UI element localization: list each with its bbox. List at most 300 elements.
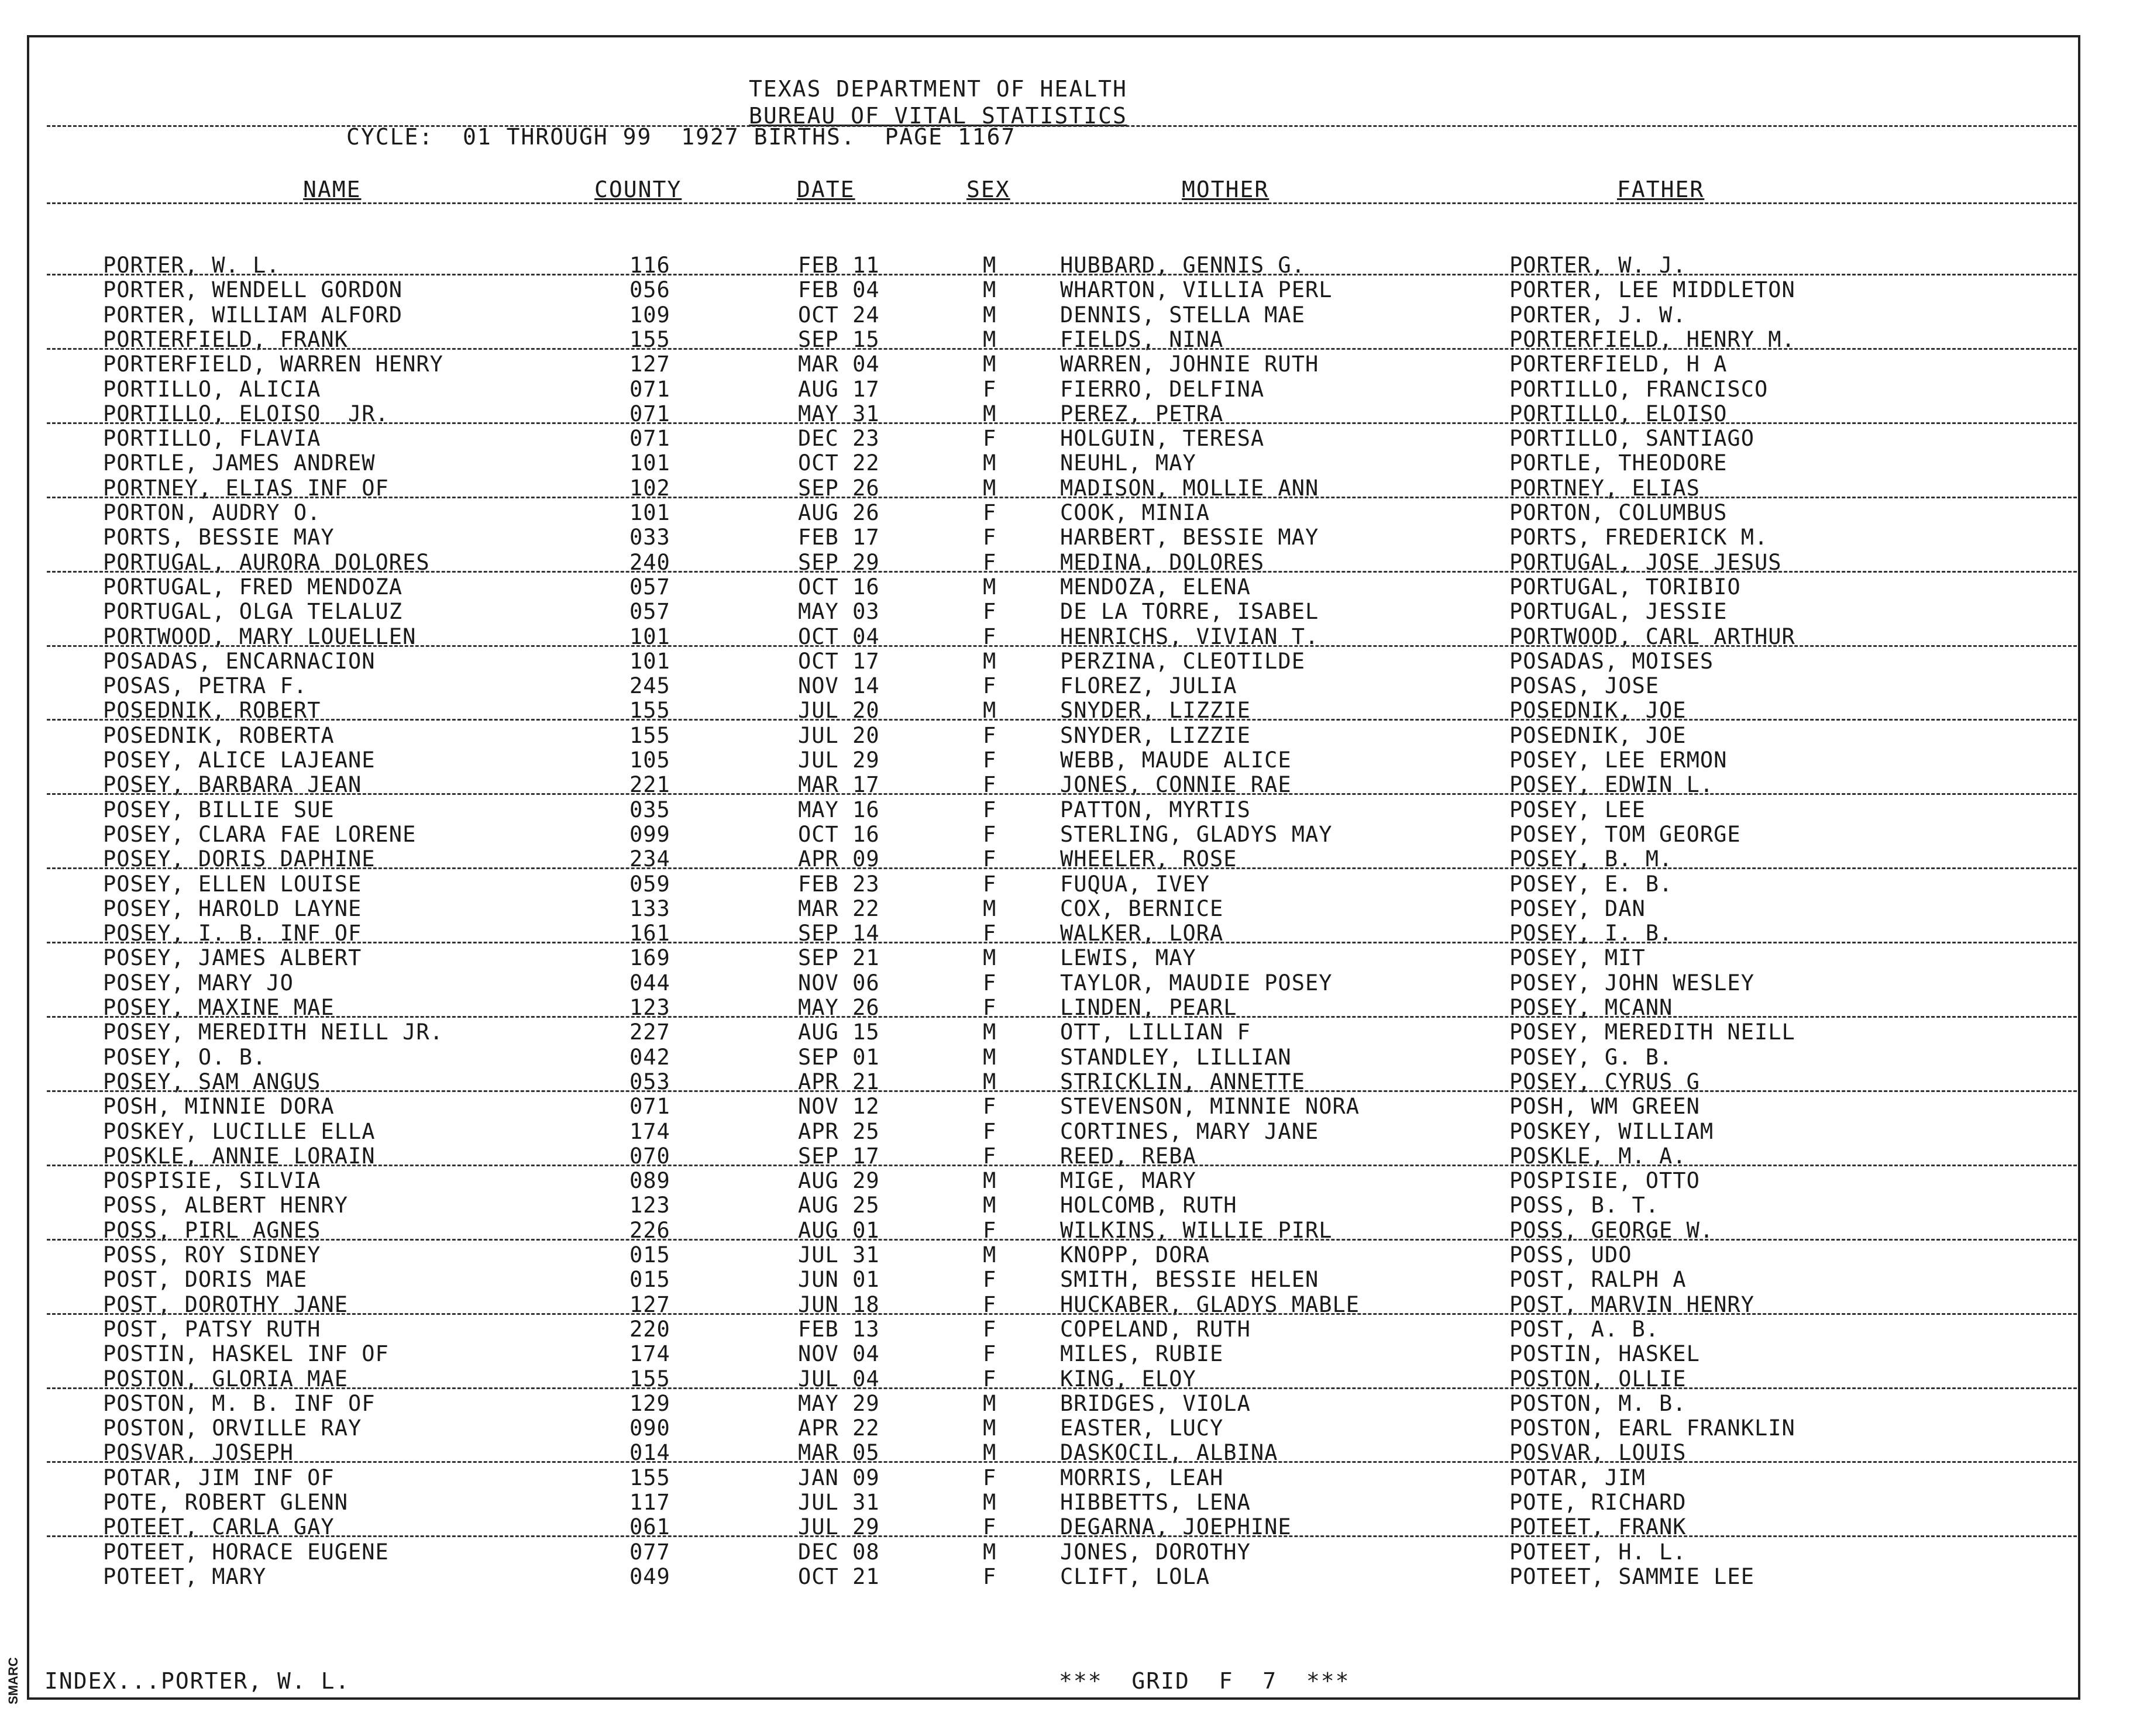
record-name: PORTER, W. L. [103, 253, 280, 278]
record-row [0, 1267, 2133, 1291]
record-county: 174 [629, 1118, 670, 1144]
record-county: 161 [629, 921, 670, 946]
record-father: PORTER, J. W. [1509, 302, 1687, 328]
header-rule-top [47, 125, 2077, 127]
record-county: 174 [629, 1341, 670, 1367]
record-name: POSEY, MAXINE MAE [103, 995, 335, 1020]
record-father: POSADAS, MOISES [1509, 648, 1714, 674]
record-row [0, 1465, 2133, 1490]
record-mother: SNYDER, LIZZIE [1060, 698, 1251, 724]
record-mother: JONES, DOROTHY [1060, 1539, 1251, 1565]
record-county: 053 [629, 1069, 670, 1094]
record-name: POSS, ALBERT HENRY [103, 1193, 348, 1218]
record-sex: F [983, 1291, 997, 1317]
record-date: APR 25 [798, 1118, 880, 1144]
record-name: POSADAS, ENCARNACION [103, 648, 376, 674]
column-header-father: FATHER [1617, 177, 1705, 202]
record-father: POSEY, DAN [1509, 895, 1646, 921]
record-father: POSEDNIK, JOE [1509, 722, 1687, 748]
record-row [0, 277, 2133, 302]
record-father: PORTERFIELD, H A [1509, 352, 1728, 377]
record-row [0, 822, 2133, 846]
record-mother: DEGARNA, JOEPHINE [1060, 1514, 1292, 1540]
row-group-rule [47, 497, 2077, 498]
record-father: PORTUGAL, JESSIE [1509, 599, 1728, 625]
record-mother: HOLCOMB, RUTH [1060, 1193, 1237, 1218]
record-mother: HARBERT, BESSIE MAY [1060, 525, 1319, 550]
record-name: POSEY, BILLIE SUE [103, 797, 335, 822]
record-county: 123 [629, 995, 670, 1020]
side-label [4, 1635, 27, 1706]
record-name: POTEET, MARY [103, 1563, 267, 1589]
record-sex: F [983, 1316, 997, 1342]
record-father: POSTIN, HASKEL [1509, 1341, 1700, 1367]
record-date: APR 09 [798, 846, 880, 872]
record-father: POSTON, EARL FRANKLIN [1509, 1415, 1795, 1441]
row-group-rule [47, 867, 2077, 869]
record-sex: F [983, 549, 997, 575]
record-name: PORTLE, JAMES ANDREW [103, 450, 376, 476]
record-sex: F [983, 821, 997, 847]
record-date: FEB 11 [798, 253, 880, 278]
record-date: SEP 26 [798, 475, 880, 501]
record-county: 042 [629, 1044, 670, 1070]
record-sex: F [983, 599, 997, 625]
record-county: 220 [629, 1316, 670, 1342]
record-father: POTEET, SAMMIE LEE [1509, 1563, 1754, 1589]
record-county: 226 [629, 1217, 670, 1243]
record-sex: F [983, 1341, 997, 1367]
record-father: PORTON, COLUMBUS [1509, 500, 1728, 525]
record-name: POSS, ROY SIDNEY [103, 1242, 321, 1267]
record-father: PORTUGAL, TORIBIO [1509, 574, 1741, 600]
record-name: POSS, PIRL AGNES [103, 1217, 321, 1243]
record-mother: FIELDS, NINA [1060, 326, 1224, 352]
record-father: POSS, UDO [1509, 1242, 1632, 1267]
record-date: JUN 01 [798, 1267, 880, 1293]
row-group-rule [47, 719, 2077, 721]
record-father: PORTUGAL, JOSE JESUS [1509, 549, 1782, 575]
row-group-rule [47, 1535, 2077, 1537]
row-group-rule [47, 1165, 2077, 1166]
record-date: OCT 17 [798, 648, 880, 674]
header-rule-bottom [47, 202, 2077, 204]
record-county: 155 [629, 698, 670, 724]
record-name: POSTON, GLORIA MAE [103, 1366, 348, 1391]
side-label-text: SMARC [6, 1657, 20, 1704]
record-row [0, 1094, 2133, 1118]
record-row [0, 1119, 2133, 1143]
record-father: POTAR, JIM [1509, 1465, 1646, 1490]
record-sex: M [983, 895, 997, 921]
record-sex: F [983, 1118, 997, 1144]
record-mother: FLOREZ, JULIA [1060, 673, 1237, 699]
record-father: POST, RALPH A [1509, 1267, 1687, 1293]
record-father: POSS, GEORGE W. [1509, 1217, 1714, 1243]
record-row [0, 945, 2133, 970]
record-name: PORTILLO, ELOISO JR. [103, 401, 389, 426]
record-date: NOV 14 [798, 673, 880, 699]
record-county: 245 [629, 673, 670, 699]
record-father: POSEY, G. B. [1509, 1044, 1673, 1070]
row-group-rule [47, 1016, 2077, 1018]
record-sex: M [983, 945, 997, 971]
record-name: POST, DORIS MAE [103, 1267, 308, 1293]
record-mother: OTT, LILLIAN F [1060, 1019, 1251, 1045]
record-date: NOV 04 [798, 1341, 880, 1367]
record-date: AUG 01 [798, 1217, 880, 1243]
record-county: 015 [629, 1267, 670, 1293]
record-date: AUG 29 [798, 1168, 880, 1194]
record-sex: F [983, 921, 997, 946]
record-mother: PATTON, MYRTIS [1060, 797, 1251, 822]
record-county: 221 [629, 772, 670, 798]
record-county: 102 [629, 475, 670, 501]
column-header-sex: SEX [966, 177, 1010, 202]
record-name: POSPISIE, SILVIA [103, 1168, 321, 1194]
record-sex: F [983, 748, 997, 773]
record-date: JUL 20 [798, 722, 880, 748]
record-date: JUN 18 [798, 1291, 880, 1317]
record-father: POSEY, MIT [1509, 945, 1646, 971]
record-name: POSEY, ELLEN LOUISE [103, 871, 362, 897]
footer-index: INDEX...PORTER, W. L. [44, 1668, 350, 1694]
record-father: POSEY, MEREDITH NEILL [1509, 1019, 1795, 1045]
record-father: PORTILLO, SANTIAGO [1509, 426, 1754, 452]
record-father: POSEY, JOHN WESLEY [1509, 970, 1754, 996]
record-county: 014 [629, 1440, 670, 1466]
record-date: OCT 22 [798, 450, 880, 476]
record-date: FEB 04 [798, 277, 880, 303]
record-sex: F [983, 995, 997, 1020]
record-father: POSAS, JOSE [1509, 673, 1660, 699]
record-sex: F [983, 1563, 997, 1589]
record-county: 089 [629, 1168, 670, 1194]
record-sex: F [983, 970, 997, 996]
header-bureau: BUREAU OF VITAL STATISTICS [749, 103, 1127, 129]
record-father: POSEDNIK, JOE [1509, 698, 1687, 724]
record-name: PORTER, WILLIAM ALFORD [103, 302, 403, 328]
row-group-rule [47, 348, 2077, 350]
record-sex: M [983, 277, 997, 303]
record-county: 169 [629, 945, 670, 971]
record-sex: M [983, 1440, 997, 1466]
record-mother: KNOPP, DORA [1060, 1242, 1210, 1267]
record-county: 071 [629, 426, 670, 452]
record-row [0, 574, 2133, 599]
record-row [0, 673, 2133, 698]
record-date: SEP 21 [798, 945, 880, 971]
record-date: DEC 23 [798, 426, 880, 452]
row-group-rule [47, 422, 2077, 424]
record-row [0, 1193, 2133, 1217]
record-date: OCT 21 [798, 1563, 880, 1589]
record-sex: F [983, 772, 997, 798]
record-county: 127 [629, 352, 670, 377]
record-name: POSAS, PETRA F. [103, 673, 308, 699]
record-date: APR 21 [798, 1069, 880, 1094]
record-father: PORTERFIELD, HENRY M. [1509, 326, 1795, 352]
record-row [0, 599, 2133, 624]
record-date: SEP 01 [798, 1044, 880, 1070]
record-name: POSEY, HAROLD LAYNE [103, 895, 362, 921]
record-date: MAR 22 [798, 895, 880, 921]
record-county: 056 [629, 277, 670, 303]
record-name: PORTON, AUDRY O. [103, 500, 321, 525]
record-date: SEP 15 [798, 326, 880, 352]
record-county: 049 [629, 1563, 670, 1589]
record-sex: F [983, 846, 997, 872]
record-father: POSPISIE, OTTO [1509, 1168, 1700, 1194]
record-row [0, 1019, 2133, 1044]
record-mother: COPELAND, RUTH [1060, 1316, 1251, 1342]
record-mother: HUCKABER, GLADYS MABLE [1060, 1291, 1360, 1317]
record-name: POSEY, MARY JO [103, 970, 294, 996]
record-row [0, 377, 2133, 401]
record-county: 155 [629, 1465, 670, 1490]
record-father: POSEY, TOM GEORGE [1509, 821, 1741, 847]
record-father: POSEY, MCANN [1509, 995, 1673, 1020]
record-row [0, 748, 2133, 772]
record-name: POSKLE, ANNIE LORAIN [103, 1143, 376, 1169]
record-father: POSKLE, M. A. [1509, 1143, 1687, 1169]
record-county: 117 [629, 1490, 670, 1515]
record-father: PORTLE, THEODORE [1509, 450, 1728, 476]
record-mother: LINDEN, PEARL [1060, 995, 1237, 1020]
record-date: OCT 16 [798, 821, 880, 847]
record-name: PORTILLO, ALICIA [103, 376, 321, 402]
record-county: 116 [629, 253, 670, 278]
footer-grid: *** GRID F 7 *** [1059, 1668, 1350, 1694]
record-father: POSKEY, WILLIAM [1509, 1118, 1714, 1144]
record-father: POST, A. B. [1509, 1316, 1660, 1342]
record-father: POTE, RICHARD [1509, 1490, 1687, 1515]
record-date: OCT 16 [798, 574, 880, 600]
record-county: 234 [629, 846, 670, 872]
row-group-rule [47, 1239, 2077, 1241]
record-row [0, 1317, 2133, 1341]
record-name: POTEET, CARLA GAY [103, 1514, 335, 1540]
record-name: POSEY, CLARA FAE LORENE [103, 821, 417, 847]
record-date: MAY 03 [798, 599, 880, 625]
record-date: JUL 29 [798, 748, 880, 773]
record-father: POSEY, B. M. [1509, 846, 1673, 872]
record-sex: M [983, 1539, 997, 1565]
record-date: JUL 04 [798, 1366, 880, 1391]
record-row [0, 1564, 2133, 1589]
record-sex: F [983, 722, 997, 748]
record-row [0, 302, 2133, 327]
record-mother: JONES, CONNIE RAE [1060, 772, 1292, 798]
record-date: AUG 15 [798, 1019, 880, 1045]
record-father: POSTON, OLLIE [1509, 1366, 1687, 1391]
row-group-rule [47, 645, 2077, 647]
record-sex: F [983, 1514, 997, 1540]
record-name: POSTON, M. B. INF OF [103, 1390, 376, 1416]
record-father: POTEET, H. L. [1509, 1539, 1687, 1565]
record-mother: BRIDGES, VIOLA [1060, 1390, 1251, 1416]
record-mother: STANDLEY, LILLIAN [1060, 1044, 1292, 1070]
record-sex: M [983, 1390, 997, 1416]
record-county: 101 [629, 624, 670, 649]
record-mother: WILKINS, WILLIE PIRL [1060, 1217, 1333, 1243]
record-date: OCT 24 [798, 302, 880, 328]
record-county: 109 [629, 302, 670, 328]
column-header-county: COUNTY [594, 177, 682, 202]
record-date: AUG 25 [798, 1193, 880, 1218]
record-county: 155 [629, 1366, 670, 1391]
record-mother: MENDOZA, ELENA [1060, 574, 1251, 600]
record-sex: F [983, 1366, 997, 1391]
record-name: POSEY, BARBARA JEAN [103, 772, 362, 798]
record-father: POSEY, EDWIN L. [1509, 772, 1714, 798]
record-sex: F [983, 673, 997, 699]
column-header-name: NAME [303, 177, 362, 202]
record-date: NOV 12 [798, 1094, 880, 1120]
record-mother: FIERRO, DELFINA [1060, 376, 1265, 402]
record-county: 101 [629, 500, 670, 525]
record-mother: REED, REBA [1060, 1143, 1196, 1169]
record-mother: PERZINA, CLEOTILDE [1060, 648, 1305, 674]
record-sex: M [983, 1415, 997, 1441]
record-mother: COOK, MINIA [1060, 500, 1210, 525]
record-father: PORTER, W. J. [1509, 253, 1687, 278]
record-name: POTEET, HORACE EUGENE [103, 1539, 389, 1565]
row-group-rule [47, 793, 2077, 795]
record-mother: WHEELER, ROSE [1060, 846, 1237, 872]
record-mother: CLIFT, LOLA [1060, 1563, 1210, 1589]
record-county: 070 [629, 1143, 670, 1169]
record-name: PORTUGAL, FRED MENDOZA [103, 574, 403, 600]
record-name: POSEDNIK, ROBERTA [103, 722, 335, 748]
record-sex: F [983, 797, 997, 822]
record-row [0, 1391, 2133, 1415]
record-date: FEB 13 [798, 1316, 880, 1342]
record-county: 123 [629, 1193, 670, 1218]
record-father: PORTWOOD, CARL ARTHUR [1509, 624, 1795, 649]
record-name: POST, DOROTHY JANE [103, 1291, 348, 1317]
record-sex: M [983, 352, 997, 377]
record-sex: M [983, 1044, 997, 1070]
record-sex: F [983, 376, 997, 402]
record-name: POTAR, JIM INF OF [103, 1465, 335, 1490]
record-sex: M [983, 253, 997, 278]
record-name: POTE, ROBERT GLENN [103, 1490, 348, 1515]
record-sex: M [983, 1168, 997, 1194]
record-father: PORTNEY, ELIAS [1509, 475, 1700, 501]
record-sex: M [983, 1193, 997, 1218]
record-father: POSH, WM GREEN [1509, 1094, 1700, 1120]
record-county: 061 [629, 1514, 670, 1540]
record-sex: M [983, 1242, 997, 1267]
record-name: POSEY, MEREDITH NEILL JR. [103, 1019, 443, 1045]
header-agency: TEXAS DEPARTMENT OF HEALTH [749, 76, 1127, 102]
record-name: POSKEY, LUCILLE ELLA [103, 1118, 376, 1144]
record-county: 105 [629, 748, 670, 773]
record-mother: LEWIS, MAY [1060, 945, 1196, 971]
record-sex: M [983, 326, 997, 352]
record-sex: F [983, 426, 997, 452]
record-mother: EASTER, LUCY [1060, 1415, 1224, 1441]
record-sex: M [983, 401, 997, 426]
record-row [0, 872, 2133, 896]
record-county: 059 [629, 871, 670, 897]
record-date: MAR 04 [798, 352, 880, 377]
record-name: POSEY, DORIS DAPHINE [103, 846, 376, 872]
record-county: 057 [629, 599, 670, 625]
record-father: PORTILLO, ELOISO [1509, 401, 1728, 426]
record-county: 077 [629, 1539, 670, 1565]
record-mother: SMITH, BESSIE HELEN [1060, 1267, 1319, 1293]
record-name: POSH, MINNIE DORA [103, 1094, 335, 1120]
record-sex: M [983, 698, 997, 724]
record-mother: MEDINA, DOLORES [1060, 549, 1265, 575]
record-mother: KING, ELOY [1060, 1366, 1196, 1391]
record-father: PORTILLO, FRANCISCO [1509, 376, 1769, 402]
record-father: POSEY, E. B. [1509, 871, 1673, 897]
record-row [0, 1490, 2133, 1514]
record-father: POST, MARVIN HENRY [1509, 1291, 1754, 1317]
record-county: 101 [629, 450, 670, 476]
header-cycle: CYCLE: 01 THROUGH 99 1927 BIRTHS. PAGE 1167 [346, 124, 1016, 150]
record-date: SEP 29 [798, 549, 880, 575]
record-county: 071 [629, 376, 670, 402]
record-sex: F [983, 624, 997, 649]
record-mother: WALKER, LORA [1060, 921, 1224, 946]
record-father: PORTS, FREDERICK M. [1509, 525, 1769, 550]
row-group-rule [47, 1090, 2077, 1092]
record-county: 033 [629, 525, 670, 550]
record-mother: HUBBARD, GENNIS G. [1060, 253, 1305, 278]
record-date: MAR 17 [798, 772, 880, 798]
record-row [0, 426, 2133, 450]
record-row [0, 500, 2133, 525]
record-county: 057 [629, 574, 670, 600]
record-row [0, 1341, 2133, 1366]
record-row [0, 1539, 2133, 1564]
record-mother: NEUHL, MAY [1060, 450, 1196, 476]
row-group-rule [47, 942, 2077, 943]
record-date: FEB 17 [798, 525, 880, 550]
record-date: NOV 06 [798, 970, 880, 996]
record-sex: F [983, 1217, 997, 1243]
record-name: POSEY, O. B. [103, 1044, 267, 1070]
record-date: FEB 23 [798, 871, 880, 897]
record-sex: F [983, 1465, 997, 1490]
record-name: PORTER, WENDELL GORDON [103, 277, 403, 303]
record-name: PORTUGAL, AURORA DOLORES [103, 549, 430, 575]
row-group-rule [47, 571, 2077, 573]
record-row [0, 1415, 2133, 1440]
record-date: JUL 31 [798, 1490, 880, 1515]
record-date: AUG 26 [798, 500, 880, 525]
record-date: MAY 31 [798, 401, 880, 426]
record-mother: STRICKLIN, ANNETTE [1060, 1069, 1305, 1094]
record-sex: M [983, 475, 997, 501]
record-name: POSEY, SAM ANGUS [103, 1069, 321, 1094]
record-mother: DENNIS, STELLA MAE [1060, 302, 1305, 328]
record-name: POSEY, JAMES ALBERT [103, 945, 362, 971]
record-name: POSVAR, JOSEPH [103, 1440, 294, 1466]
record-row [0, 1045, 2133, 1069]
record-date: APR 22 [798, 1415, 880, 1441]
record-county: 155 [629, 722, 670, 748]
record-county: 155 [629, 326, 670, 352]
record-mother: DE LA TORRE, ISABEL [1060, 599, 1319, 625]
record-row [0, 450, 2133, 475]
record-row [0, 649, 2133, 673]
record-name: POSTON, ORVILLE RAY [103, 1415, 362, 1441]
